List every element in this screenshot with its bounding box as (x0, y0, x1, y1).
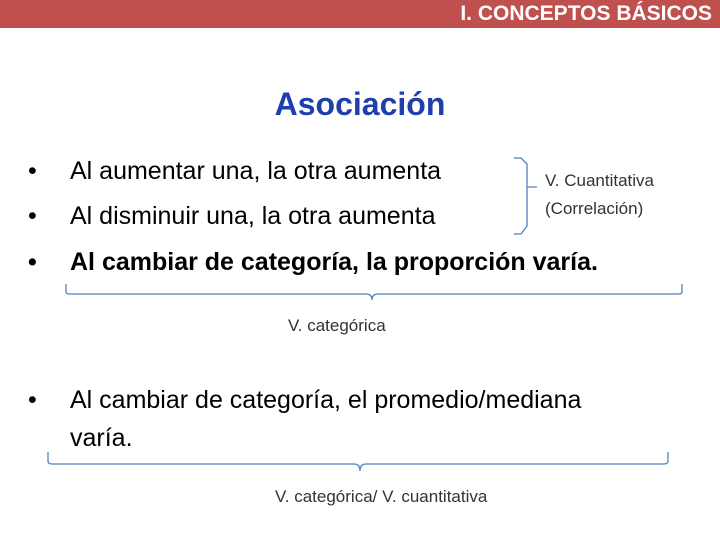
annotation-mixta: V. categórica/ V. cuantitativa (275, 487, 488, 506)
bullet-text: Al cambiar de categoría, la proporción varía. (70, 248, 598, 276)
bullet-text: Al disminuir una, la otra aumenta (70, 202, 436, 230)
bullet-text: Al cambiar de categoría, el promedio/mediana (70, 386, 582, 414)
categorica-brace (66, 284, 682, 300)
mixta-brace (48, 452, 668, 471)
annotation-quantitativa: V. Cuantitativa (545, 171, 654, 190)
bullet-marker: • (28, 157, 37, 185)
quant-bracket (514, 158, 537, 234)
bullet-marker: • (28, 386, 37, 414)
bullet-marker: • (28, 248, 37, 276)
annotation-correlacion: (Correlación) (545, 199, 644, 218)
slide-title: Asociación (274, 86, 446, 122)
bullet-text: Al aumentar una, la otra aumenta (70, 157, 442, 185)
bullet-continuation: varía. (70, 424, 133, 452)
bullet-marker: • (28, 202, 37, 230)
annotation-categorica: V. categórica (288, 316, 386, 335)
section-title: I. CONCEPTOS BÁSICOS (460, 2, 712, 25)
